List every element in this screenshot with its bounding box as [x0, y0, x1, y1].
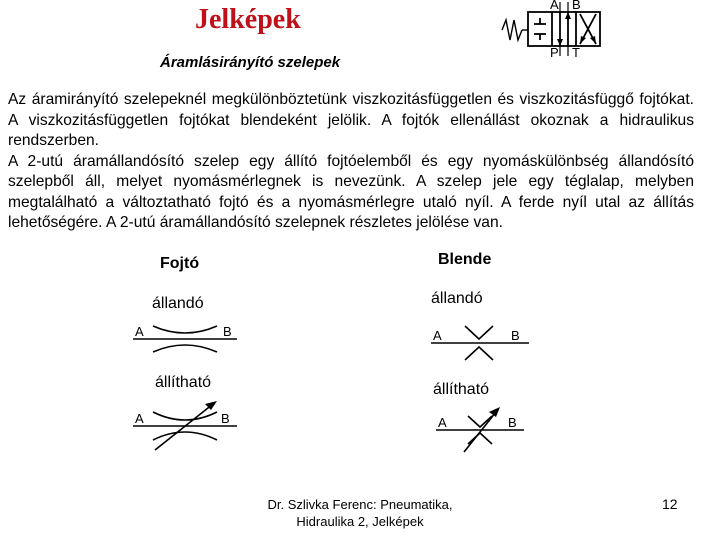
adjustable-throttle-symbol	[125, 398, 245, 454]
paragraph: Az áramirányító szelepeknél megkülönböztetünk viszkozitásfüggetlen és viszkozitásfüggő fojtókat. A viszkozitásfüggetlen fojtókat blendeként jelölik. A fojtók ellenállást okoznak a hidraulikus rendszerben.	[8, 91, 694, 149]
blende-adjustable-label: állítható	[433, 381, 490, 398]
fixed-throttle-symbol	[125, 318, 245, 360]
fojto-header: Fojtó	[160, 255, 200, 272]
body-text	[8, 90, 694, 234]
valve-port-b: B	[572, 0, 581, 12]
footer-author-line: Dr. Szlivka Ferenc: Pneumatika,	[267, 497, 453, 512]
valve-port-a: A	[550, 0, 559, 12]
directional-valve-symbol	[498, 0, 610, 60]
fixed-orifice-symbol	[425, 318, 535, 364]
footer-author	[240, 496, 480, 530]
page-subtitle: Áramlásirányító szelepek	[160, 54, 341, 71]
adjustable-orifice-symbol	[430, 404, 530, 458]
port-b-label: B	[508, 415, 517, 430]
valve-port-t: T	[572, 45, 580, 60]
port-b-label: B	[221, 411, 230, 426]
page-title: Jelképek	[195, 4, 301, 35]
blende-header: Blende	[438, 251, 492, 268]
fojto-adjustable-label: állítható	[155, 374, 212, 391]
footer-author-line: Hidraulika 2, Jelképek	[296, 514, 424, 529]
port-a-label: A	[433, 328, 442, 343]
port-a-label: A	[135, 324, 144, 339]
port-b-label: B	[511, 328, 520, 343]
paragraph: A 2-utú áramállandósító szelep egy állító fojtóelemből és egy nyomáskülönbség állandósító szelepből áll, melyet nyomásmérlegnek is nevezünk. A szelep jele egy téglalap, melyben megtalálható a változtatható fojtó és a nyomásmérlegre utaló nyíl. A ferde nyíl utal az állítás lehetőségére. A 2-utú áramállandósító szelepnek részletes jelölése van.	[8, 152, 694, 231]
fojto-fixed-label: állandó	[152, 295, 204, 312]
port-a-label: A	[135, 411, 144, 426]
port-a-label: A	[438, 415, 447, 430]
port-b-label: B	[223, 324, 232, 339]
valve-port-p: P	[550, 45, 559, 60]
blende-fixed-label: állandó	[431, 290, 483, 307]
page-number: 12	[662, 496, 678, 512]
